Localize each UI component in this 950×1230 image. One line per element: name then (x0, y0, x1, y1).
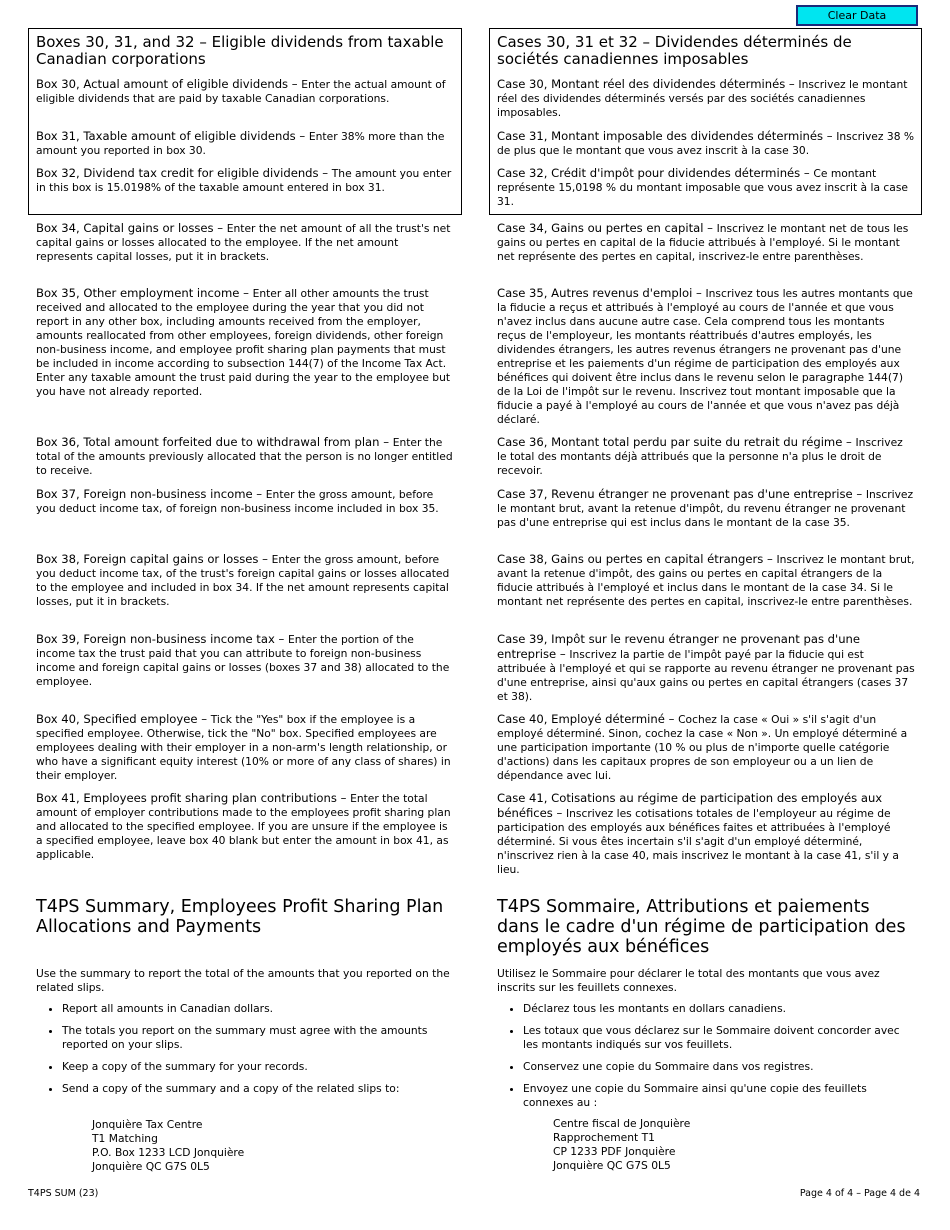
box-31-text-en: Box 31, Taxable amount of eligible dividends – Enter 38% more than the amount you reported in box 30. (36, 129, 445, 157)
page-number: Page 4 of 4 – Page 4 de 4 (799, 1188, 920, 1199)
summary-intro-fr: Utilisez le Sommaire pour déclarer le total des montants que vous avez inscrits sur les feuillets connexes. (497, 967, 880, 994)
box-32-text-en: Box 32, Dividend tax credit for eligible dividends – The amount you enter in this box is 15.0198% of the taxable amount entered in box 31. (36, 166, 452, 194)
summary-title-fr: T4PS Sommaire, Attributions et paiements dans le cadre d'un régime de participation des employés aux bénéfices (497, 897, 906, 957)
list-item: • Conservez une copie du Sommaire dans vos registres. (523, 1060, 915, 1074)
summary-intro-en: Use the summary to report the total of the amounts that you reported on the related slips. (36, 967, 450, 994)
box-40-text-en: Box 40, Specified employee – Tick the "Yes" box if the employee is a specified employee. Otherwise, tick the "No" box. Specified employees are employees dealing with their employer in a non-arm's length relationship, or who have a significant equity interest (10% or more of any class of shares) in their employer. (36, 712, 451, 782)
eligible-dividends-heading-en: Boxes 30, 31, and 32 – Eligible dividends from taxable Canadian corporations (36, 33, 444, 68)
box-34-text-en: Box 34, Capital gains or losses – Enter the net amount of all the trust's net capital gains or losses allocated to the employee. If the net amount represents capital losses, put it in brackets. (36, 221, 451, 263)
box-41-text-en: Box 41, Employees profit sharing plan contributions – Enter the total amount of employer contributions made to the employees profit sharing plan and allocated to the specified employee. If you are unsure if the employee is a specified employee, leave box 40 blank but enter the amount in box 41, as applicable. (36, 791, 451, 861)
summary-title-en: T4PS Summary, Employees Profit Sharing Plan Allocations and Payments (36, 897, 444, 937)
eligible-dividends-heading-fr: Cases 30, 31 et 32 – Dividendes déterminés de sociétés canadiennes imposables (497, 33, 852, 68)
case-36-text-fr: Case 36, Montant total perdu par suite du retrait du régime – Inscrivez le total des montants déjà attribués que la personne n'a plus le droit de recevoir. (497, 435, 903, 477)
list-item: • Envoyez une copie du Sommaire ainsi qu'une copie des feuillets connexes au : (523, 1082, 915, 1110)
case-30-text-fr: Case 30, Montant réel des dividendes déterminés – Inscrivez le montant réel des dividendes déterminés versés par des sociétés canadiennes imposables. (497, 77, 908, 119)
case-37-text-fr: Case 37, Revenu étranger ne provenant pas d'une entreprise – Inscrivez le montant brut, avant la retenue d'impôt, du revenu étranger ne provenant pas d'une entreprise qui est inclus dans le montant de la case 35. (497, 487, 914, 529)
case-34-text-fr: Case 34, Gains ou pertes en capital – Inscrivez le montant net de tous les gains ou pertes en capital de la fiducie attribués à l'employé. Si le montant net représente des pertes en capital, inscrivez-le entre parenthèses. (497, 221, 909, 263)
box-38-text-en: Box 38, Foreign capital gains or losses – Enter the gross amount, before you deduct income tax, of the trust's foreign capital gains or losses allocated to the employee and included in box 34. If the net amount represents capital losses, put it in brackets. (36, 552, 450, 608)
case-40-text-fr: Case 40, Employé déterminé – Cochez la case « Oui » s'il s'agit d'un employé déterminé. Sinon, cochez la case « Non ». Un employé déterminé a une participation importante (10 % ou plus de n'importe quelle catégorie d'actions) dans les capitaux propres de son employeur ou a un lien de dépendance avec lui. (497, 712, 908, 782)
mailing-address-fr: Centre fiscal de Jonquière Rapprochement T1 CP 1233 PDF Jonquière Jonquière QC G7S 0L5 (553, 1117, 691, 1172)
mailing-address-en: Jonquière Tax Centre T1 Matching P.O. Box 1233 LCD Jonquière Jonquière QC G7S 0L5 (92, 1118, 245, 1173)
box-35-text-en: Box 35, Other employment income – Enter all other amounts the trust received and allocated to the employee during the year that you did not report in any other box, including amounts received from the employer, amounts reallocated from other employees, foreign dividends, other foreign non-business income, and employee profit sharing plan payments that must be included in income according to subsection 144(7) of the Income Tax Act. Enter any taxable amount the trust paid during the year to the employee but you have not already reported. (36, 286, 451, 398)
box-39-text-en: Box 39, Foreign non-business income tax – Enter the portion of the income tax the trust paid that you can attribute to foreign non-business income and foreign capital gains or losses (boxes 37 and 38) allocated to the employee. (36, 632, 450, 688)
list-item: • Les totaux que vous déclarez sur le Sommaire doivent concorder avec les montants indiqués sur vos feuillets. (523, 1024, 915, 1052)
case-38-text-fr: Case 38, Gains ou pertes en capital étrangers – Inscrivez le montant brut, avant la retenue d'impôt, des gains ou pertes en capital étrangers de la fiducie attribués à l'employé et inclus dans le montant de la case 34. Si le montant net représente des pertes en capital, inscrivez-le entre parenthèses. (497, 552, 915, 608)
box-36-text-en: Box 36, Total amount forfeited due to withdrawal from plan – Enter the total of the amounts previously allocated that the person is no longer entitled to receive. (36, 435, 453, 477)
list-item: • Déclarez tous les montants en dollars canadiens. (523, 1002, 915, 1016)
case-31-text-fr: Case 31, Montant imposable des dividendes déterminés – Inscrivez 38 % de plus que le montant que vous avez inscrit à la case 30. (497, 129, 915, 157)
case-35-text-fr: Case 35, Autres revenus d'emploi – Inscrivez tous les autres montants que la fiducie a reçus et attribués à l'employé au cours de l'année et que vous n'avez inclus dans aucune autre case. Cela comprend tous les montants reçus de l'employeur, les montants réattribués d'autres employés, les dividendes étrangers, les autres revenus étrangers ne provenant pas d'une entreprise et les paiements d'un régime de participation des employés aux bénéfices qui doivent être inclus dans le revenu selon le paragraphe 144(7) de la Loi de l'impôt sur le revenu. Inscrivez tout montant imposable que la fiducie a payé à l'employé au cours de l'année et que vous n'avez pas déjà déclaré. (497, 286, 913, 426)
case-32-text-fr: Case 32, Crédit d'impôt pour dividendes déterminés – Ce montant représente 15,0198 % du montant imposable que vous avez inscrit à la case 31. (497, 166, 908, 208)
box-37-text-en: Box 37, Foreign non-business income – Enter the gross amount, before you deduct income tax, of foreign non-business income included in box 35. (36, 487, 439, 515)
list-item: • The totals you report on the summary must agree with the amounts reported on your slips. (62, 1024, 454, 1052)
list-item: • Keep a copy of the summary for your records. (62, 1060, 454, 1074)
box-30-text-en: Box 30, Actual amount of eligible dividends – Enter the actual amount of eligible dividends that are paid by taxable Canadian corporations. (36, 77, 446, 105)
case-39-text-fr: Case 39, Impôt sur le revenu étranger ne provenant pas d'une entreprise – Inscrivez la partie de l'impôt payé par la fiducie qui est attribuée à l'employé et qui se rapporte au revenu étranger ne provenant pas d'une entreprise, ainsi qu'aux gains ou pertes en capital étrangers (cases 37 et 38). (497, 632, 915, 703)
summary-bullets-en (36, 1002, 454, 1104)
clear-data-button[interactable]: Clear Data (796, 5, 918, 26)
form-code: T4PS SUM (23) (28, 1188, 99, 1199)
list-item: • Send a copy of the summary and a copy of the related slips to: (62, 1082, 454, 1096)
case-41-text-fr: Case 41, Cotisations au régime de participation des employés aux bénéfices – Inscrivez les cotisations totales de l'employeur au régime de participation des employés aux bénéfices faites et attribuées à l'employé déterminé. Si vous êtes incertain s'il s'agit d'un employé déterminé, n'inscrivez rien à la case 40, mais inscrivez le montant à la case 41, s'il y a lieu. (497, 791, 899, 876)
list-item: • Report all amounts in Canadian dollars. (62, 1002, 454, 1016)
summary-bullets-fr (497, 1002, 915, 1118)
